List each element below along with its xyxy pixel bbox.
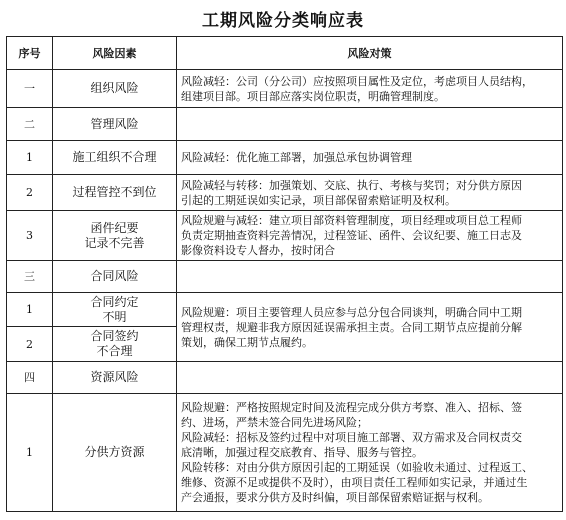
- measure-line: 影像资料设专人督办，按时闭合: [181, 244, 335, 257]
- row-no: 2: [7, 327, 53, 362]
- measure-line: 风险规避：项目主要管理人员应参与总分包合同谈判，明确合同中工期: [181, 305, 522, 319]
- risk-factor: [53, 211, 177, 261]
- risk-measure: [177, 362, 563, 394]
- risk-measure: [177, 211, 563, 261]
- risk-measure: [177, 108, 563, 141]
- table-row: [7, 293, 563, 327]
- measure-line: 风险减轻：招标及签约过程中对项目施工部署、双方需求及合同权责交: [181, 431, 522, 444]
- table-row: [7, 211, 563, 261]
- row-no: 四: [7, 362, 53, 394]
- measure-line: 底清晰，加强过程交底教育、指导、服务与管控。: [181, 446, 423, 459]
- risk-measure: [177, 175, 563, 211]
- risk-factor: 施工组织不合理: [53, 141, 177, 175]
- row-no: 3: [7, 211, 53, 261]
- measure-line: 管理权责，规避非我方原因延误需承担主责。合同工期节点应提前分解: [181, 320, 522, 334]
- risk-measure: [177, 261, 563, 293]
- row-no: 1: [7, 293, 53, 327]
- measure-line: 策划，确保工期节点履约。: [181, 335, 313, 349]
- factor-line: 函件纪要: [90, 220, 139, 235]
- measure-line: 组建项目部。项目部应落实岗位职责，明确管理制度。: [181, 89, 445, 103]
- row-no: 2: [7, 175, 53, 211]
- document-title: 工期风险分类响应表: [202, 11, 364, 31]
- risk-measure: [177, 394, 563, 512]
- risk-factor: 合同风险: [53, 261, 177, 293]
- risk-factor: 过程管控不到位: [53, 175, 177, 211]
- measure-line: 风险转移：对由分供方原因引起的工期延误（如验收未通过、过程返工、: [181, 461, 533, 474]
- risk-response-table: [6, 36, 563, 512]
- measure-line: 产会通报，要求分供方及时纠偏，项目部保留索赔证据与权利。: [181, 491, 489, 504]
- measure-line: 风险减轻：公司（分公司）应按照项目属性及定位，考虑项目人员结构，: [181, 74, 533, 88]
- measure-line: 约、进场，严禁未签合同先进场风险；: [181, 416, 368, 429]
- measure-line: 维修、资源不足或提供不及时），由项目责任工程师如实记录，并通过生: [181, 476, 528, 489]
- table-row: [7, 394, 563, 512]
- table-row: [7, 108, 563, 141]
- measure-line: 负责定期抽查资料完善情况，过程签证、函件、会议纪要、施工日志及: [181, 229, 522, 242]
- header-measure: 风险对策: [177, 37, 563, 70]
- table-row: [7, 362, 563, 394]
- factor-line: 记录不完善: [84, 235, 145, 250]
- measure-line: 风险规避：严格按照规定时间及流程完成分供方考察、准入、招标、签: [181, 401, 522, 414]
- table-row: [7, 141, 563, 175]
- table-row: [7, 70, 563, 108]
- risk-factor: 分供方资源: [53, 394, 177, 512]
- row-no: 一: [7, 70, 53, 108]
- risk-measure: [177, 293, 563, 362]
- measure-line: 风险规避与减轻：建立项目部资料管理制度，项目经理或项目总工程师: [181, 214, 522, 227]
- row-no: 1: [7, 141, 53, 175]
- row-no: 三: [7, 261, 53, 293]
- risk-measure: [177, 141, 563, 175]
- header-factor: 风险因素: [53, 37, 177, 70]
- risk-factor: 管理风险: [53, 108, 177, 141]
- measure-line: 风险减轻：优化施工部署，加强总承包协调管理: [181, 151, 412, 164]
- factor-line: 不合理: [96, 344, 133, 358]
- risk-factor: 资源风险: [53, 362, 177, 394]
- measure-line: 引起的工期延误如实记录，项目部保留索赔证明及权利。: [181, 193, 456, 207]
- risk-factor: [53, 293, 177, 327]
- header-no: 序号: [7, 37, 53, 70]
- factor-line: 合同签约: [90, 329, 139, 343]
- risk-factor: 组织风险: [53, 70, 177, 108]
- factor-line: 不明: [102, 309, 127, 324]
- row-no: 二: [7, 108, 53, 141]
- header-row: [7, 37, 563, 70]
- table-row: [7, 261, 563, 293]
- factor-line: 合同约定: [90, 294, 139, 309]
- measure-line: 风险减轻与转移：加强策划、交底、执行、考核与奖罚；对分供方原因: [181, 178, 522, 192]
- table-row: [7, 175, 563, 211]
- row-no: 1: [7, 394, 53, 512]
- risk-factor: [53, 327, 177, 362]
- risk-measure: [177, 70, 563, 108]
